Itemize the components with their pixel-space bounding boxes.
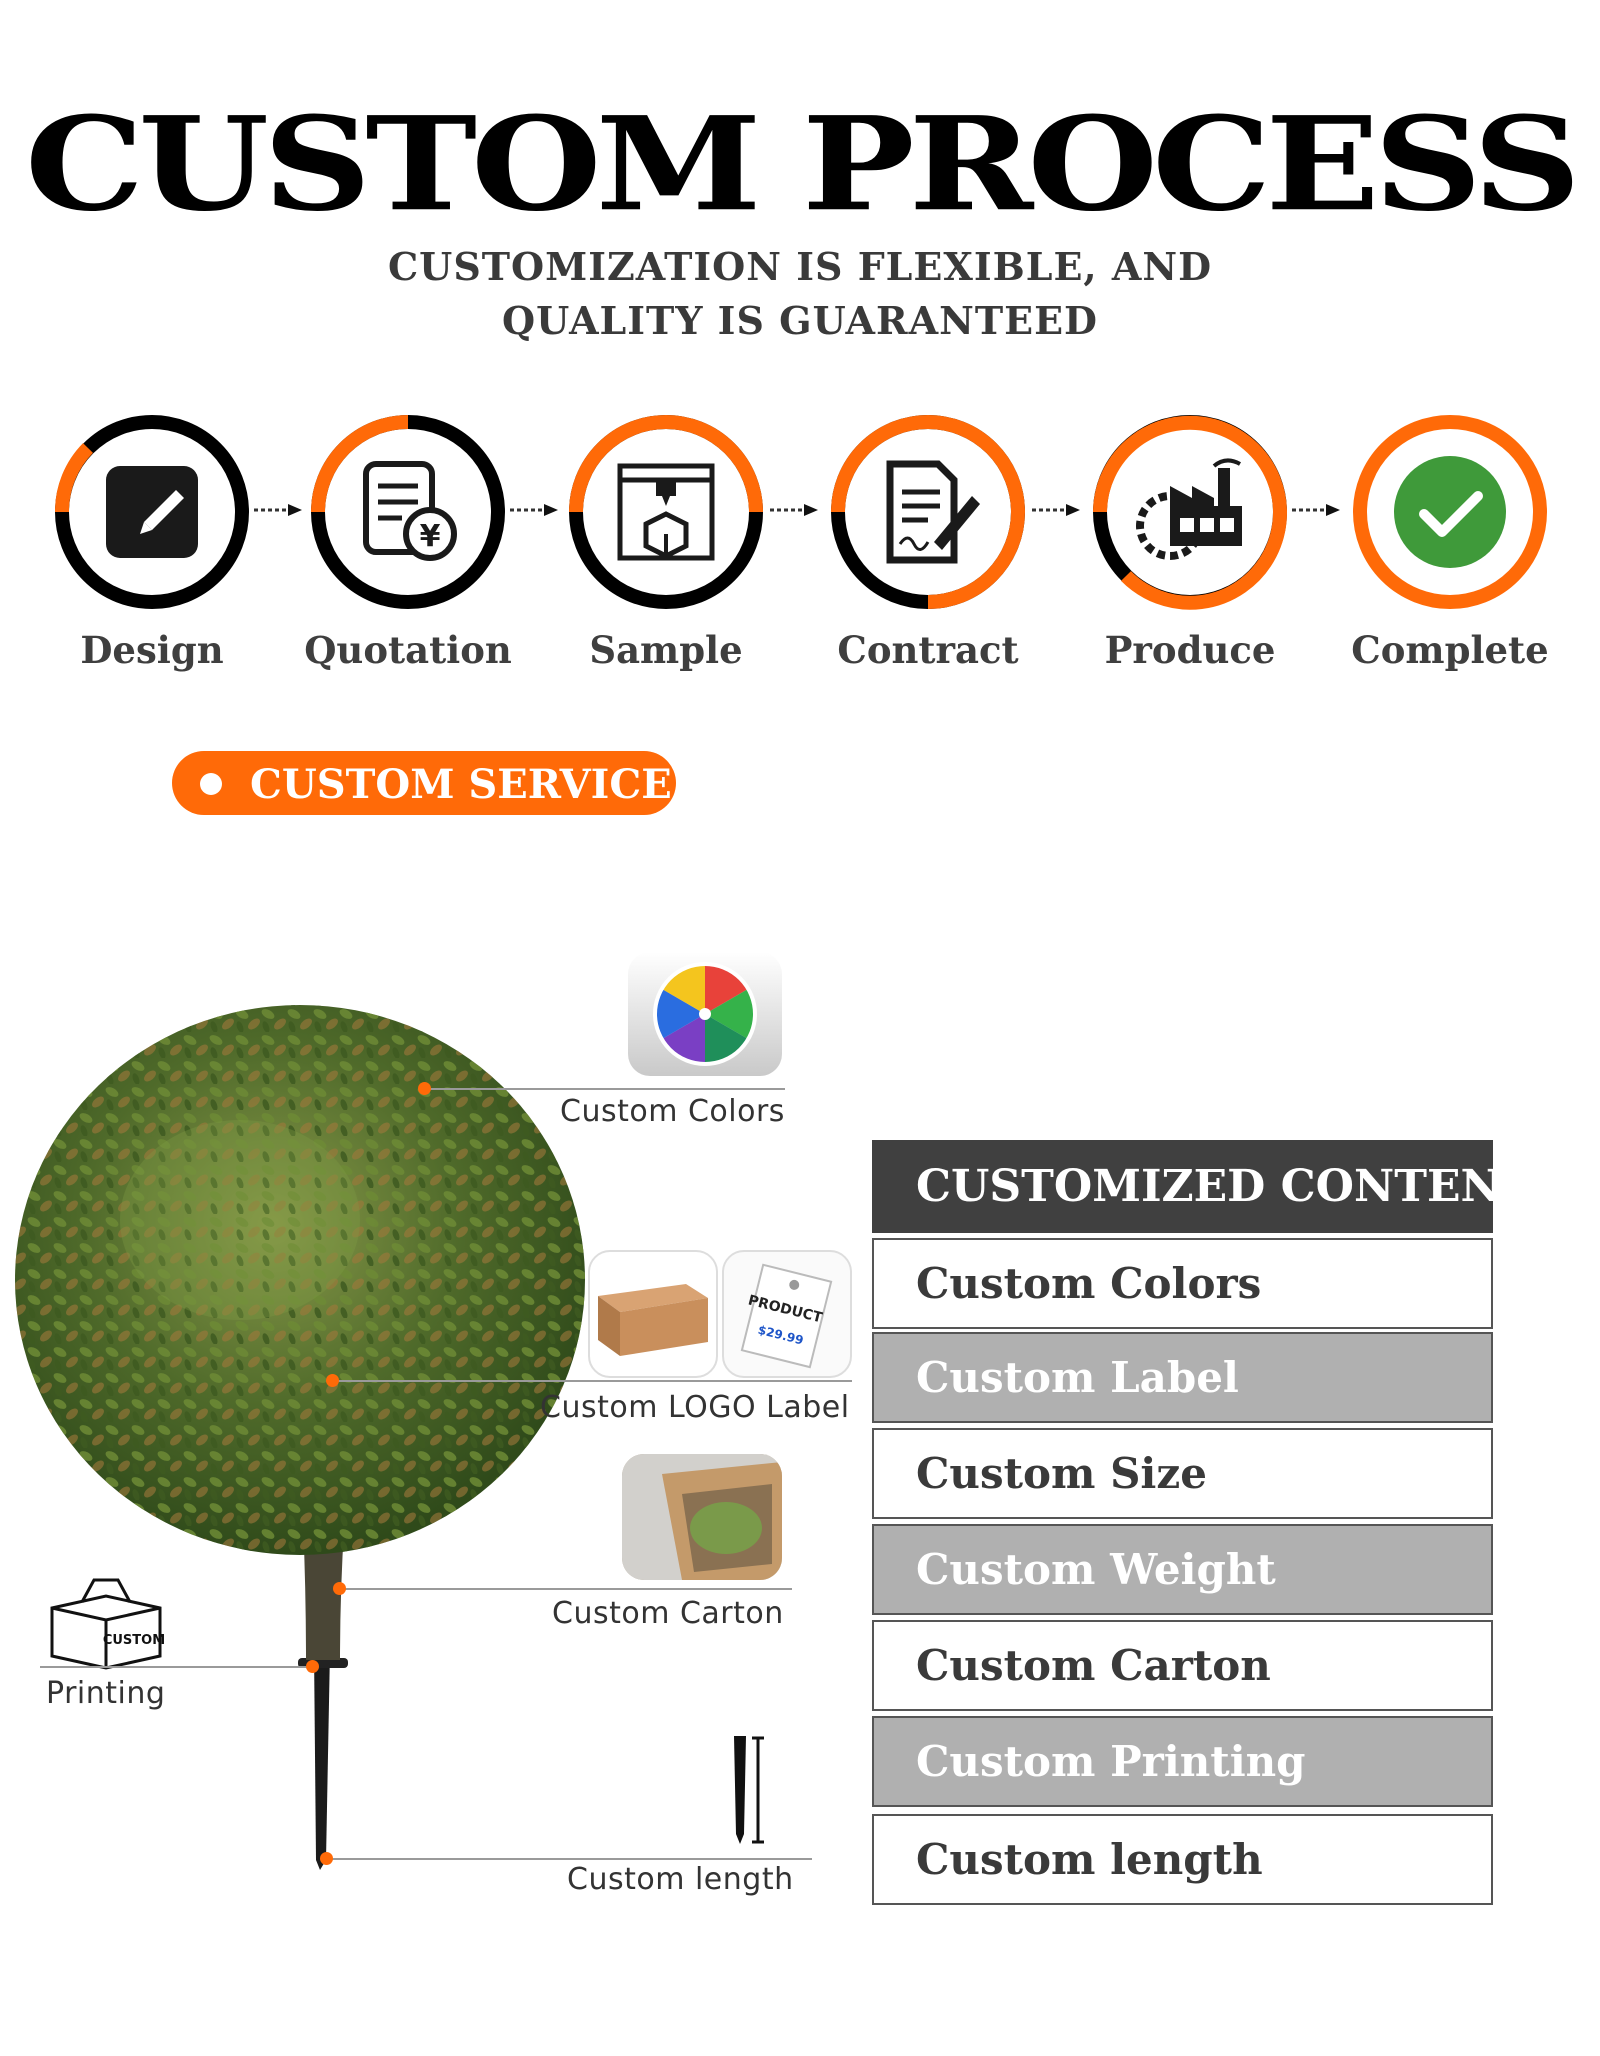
page-subtitle: CUSTOMIZATION IS FLEXIBLE, AND QUALITY IS GUARANTEED: [387, 244, 1213, 343]
custom-printing-box-icon: [42, 1572, 170, 1672]
step-design: [52, 412, 252, 612]
factory-gear-icon: [1130, 452, 1250, 572]
design-pencil-icon: [92, 452, 212, 572]
callout-custom-length: Custom length: [567, 1862, 794, 1897]
callout-line: [332, 1380, 852, 1382]
printing-box-text: CUSTOM: [102, 1633, 166, 1648]
page-title: CUSTOM PROCESS: [24, 88, 1576, 241]
carton-box-thumbnail: [588, 1250, 718, 1378]
packed-carton-photo-icon: [622, 1454, 782, 1580]
step-quotation: [308, 412, 508, 612]
carton-box-icon: [590, 1252, 716, 1376]
step-connector-arrow: [1292, 503, 1342, 517]
svg-text:¥: ¥: [419, 519, 441, 554]
callout-printing: Printing: [46, 1676, 166, 1711]
callout-dot: [333, 1582, 346, 1595]
step-sample: [566, 412, 766, 612]
hang-tag-thumbnail: [722, 1250, 852, 1378]
quotation-document-yen-icon: [348, 452, 468, 572]
contract-signing-icon: [868, 452, 988, 572]
color-wheel-icon: [628, 952, 782, 1076]
price-tag-icon: [724, 1252, 850, 1376]
table-row: Custom length: [872, 1814, 1493, 1905]
step-label-sample: Sample: [589, 628, 743, 672]
step-label-produce: Produce: [1104, 628, 1276, 672]
step-connector-arrow: [770, 503, 820, 517]
sample-3d-printer-icon: [606, 452, 726, 572]
bullet-dot-icon: [200, 773, 222, 795]
step-connector-arrow: [1032, 503, 1082, 517]
custom-service-badge: [172, 751, 676, 815]
callout-line: [326, 1858, 812, 1860]
callout-custom-carton: Custom Carton: [552, 1596, 784, 1631]
callout-line: [340, 1588, 792, 1590]
callout-dot: [326, 1374, 339, 1387]
stake-length-icon: [726, 1734, 770, 1846]
step-label-quotation: Quotation: [304, 628, 512, 672]
packed-carton-thumbnail: [622, 1454, 782, 1580]
table-row: Custom Weight: [872, 1524, 1493, 1615]
step-connector-arrow: [254, 503, 304, 517]
tag-product-text: PRODUCT: [746, 1292, 824, 1327]
step-complete: [1350, 412, 1550, 612]
printing-box-thumbnail: [42, 1572, 170, 1672]
callout-dot: [320, 1852, 333, 1865]
table-row: Custom Printing: [872, 1716, 1493, 1807]
step-label-contract: Contract: [837, 628, 1019, 672]
tag-price-text: $29.99: [756, 1322, 805, 1348]
step-connector-arrow: [510, 503, 560, 517]
step-label-complete: Complete: [1351, 628, 1549, 672]
color-wheel-thumbnail: [628, 952, 782, 1076]
table-row: Custom Colors: [872, 1238, 1493, 1329]
callout-dot: [418, 1082, 431, 1095]
table-row: Custom Carton: [872, 1620, 1493, 1711]
step-label-design: Design: [80, 628, 224, 672]
step-contract: [828, 412, 1028, 612]
callout-dot: [306, 1660, 319, 1673]
table-row: Custom Size: [872, 1428, 1493, 1519]
artificial-boxwood-plant-image: [0, 980, 620, 1880]
callout-line: [425, 1088, 785, 1090]
check-circle-icon: [1390, 452, 1510, 572]
callout-line: [40, 1666, 310, 1668]
custom-service-label: CUSTOM SERVICE: [250, 761, 672, 808]
table-row: Custom Label: [872, 1332, 1493, 1423]
callout-custom-colors: Custom Colors: [560, 1094, 785, 1129]
step-produce: [1090, 412, 1290, 612]
callout-custom-logo-label: Custom LOGO Label: [540, 1390, 850, 1425]
table-header: CUSTOMIZED CONTENT: [872, 1140, 1493, 1233]
